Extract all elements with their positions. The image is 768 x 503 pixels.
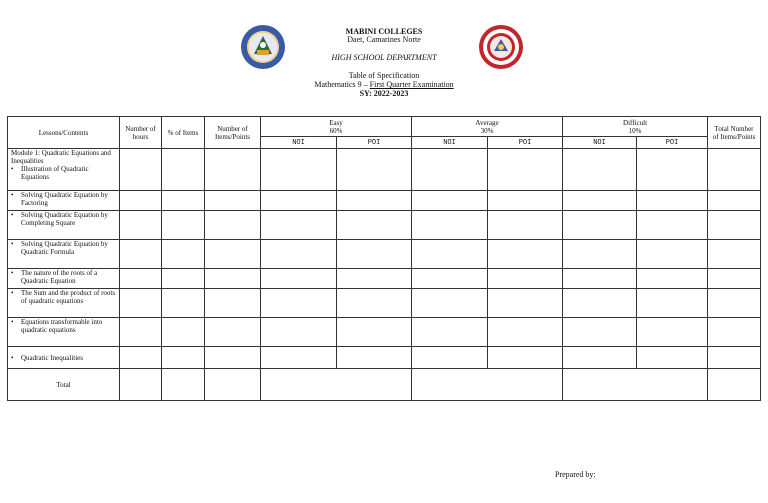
header-average [412,117,563,137]
table-row [8,191,761,211]
lesson-cell [8,211,120,240]
prepared-by-label: Prepared by: [555,470,596,479]
lesson-label: Solving Quadratic Equation by Quadratic Formula [21,240,108,256]
subject-prefix: Mathematics 9 – [314,80,370,89]
subject-line [0,80,768,89]
lesson-cell [8,191,120,211]
lesson-cell [8,240,120,269]
bullet-icon: • [11,211,14,219]
table-row [8,211,761,240]
table-row-total [8,369,761,401]
lesson-label: The Sum and the product of roots of quadratic equations [21,289,116,305]
lesson-label: Equations transformable into quadratic equations [21,318,103,334]
header-difficult [563,117,708,137]
bullet-icon: • [11,269,14,277]
table-row [8,149,761,191]
lesson-cell [8,149,120,191]
bullet-icon: • [11,318,14,326]
header-items: Number of Items/Points [205,117,261,149]
school-address: Daet, Camarines Norte [347,35,421,44]
table-row [8,318,761,347]
easy-label: Easy [329,118,343,127]
table-row [8,347,761,369]
header-lessons: Lessons/Contents [8,117,120,149]
header-difficult-noi: NOI [563,137,637,149]
header-average-noi: NOI [412,137,488,149]
school-name: MABINI COLLEGES [345,27,423,36]
header-average-poi: POI [488,137,563,149]
difficult-percent: 10% [628,126,642,135]
header-difficult-poi: POI [637,137,708,149]
header-hours: Number of hours [120,117,162,149]
bullet-icon: • [11,165,14,173]
lesson-label: Illustration of Quadratic Equations [21,165,89,181]
lesson-cell [8,347,120,369]
header-percent: % of Items [162,117,205,149]
bullet-icon: • [11,240,14,248]
average-percent: 30% [480,126,494,135]
table-row [8,289,761,318]
total-label: Total [8,369,120,401]
header-total-items: Total Number of Items/Points [708,117,761,149]
difficult-label: Difficult [623,118,648,127]
lesson-label: Solving Quadratic Equation by Factoring [21,191,108,207]
module-title: Module 1: Quadratic Equations and Inequalities [11,149,111,165]
lesson-label: The nature of the roots of a Quadratic Equation [21,269,98,285]
department-name: HIGH SCHOOL DEPARTMENT [331,53,437,62]
bullet-icon: • [11,353,14,362]
lesson-cell [8,289,120,318]
table-row [8,240,761,269]
lesson-label: Quadratic Inequalities [21,353,84,362]
table-of-specification [7,116,761,401]
easy-percent: 60% [329,126,343,135]
lesson-cell [8,318,120,347]
header-easy-noi: NOI [261,137,337,149]
header-easy [261,117,412,137]
document-title: Table of Specification [348,71,420,80]
school-year: SY: 2022-2023 [359,89,409,98]
table-row [8,269,761,289]
bullet-icon: • [11,289,14,297]
lesson-cell [8,269,120,289]
lesson-label: Solving Quadratic Equation by Completing Square [21,211,108,227]
average-label: Average [475,118,499,127]
bullet-icon: • [11,191,14,199]
header-easy-poi: POI [337,137,412,149]
exam-name: First Quarter Examination [369,80,454,89]
